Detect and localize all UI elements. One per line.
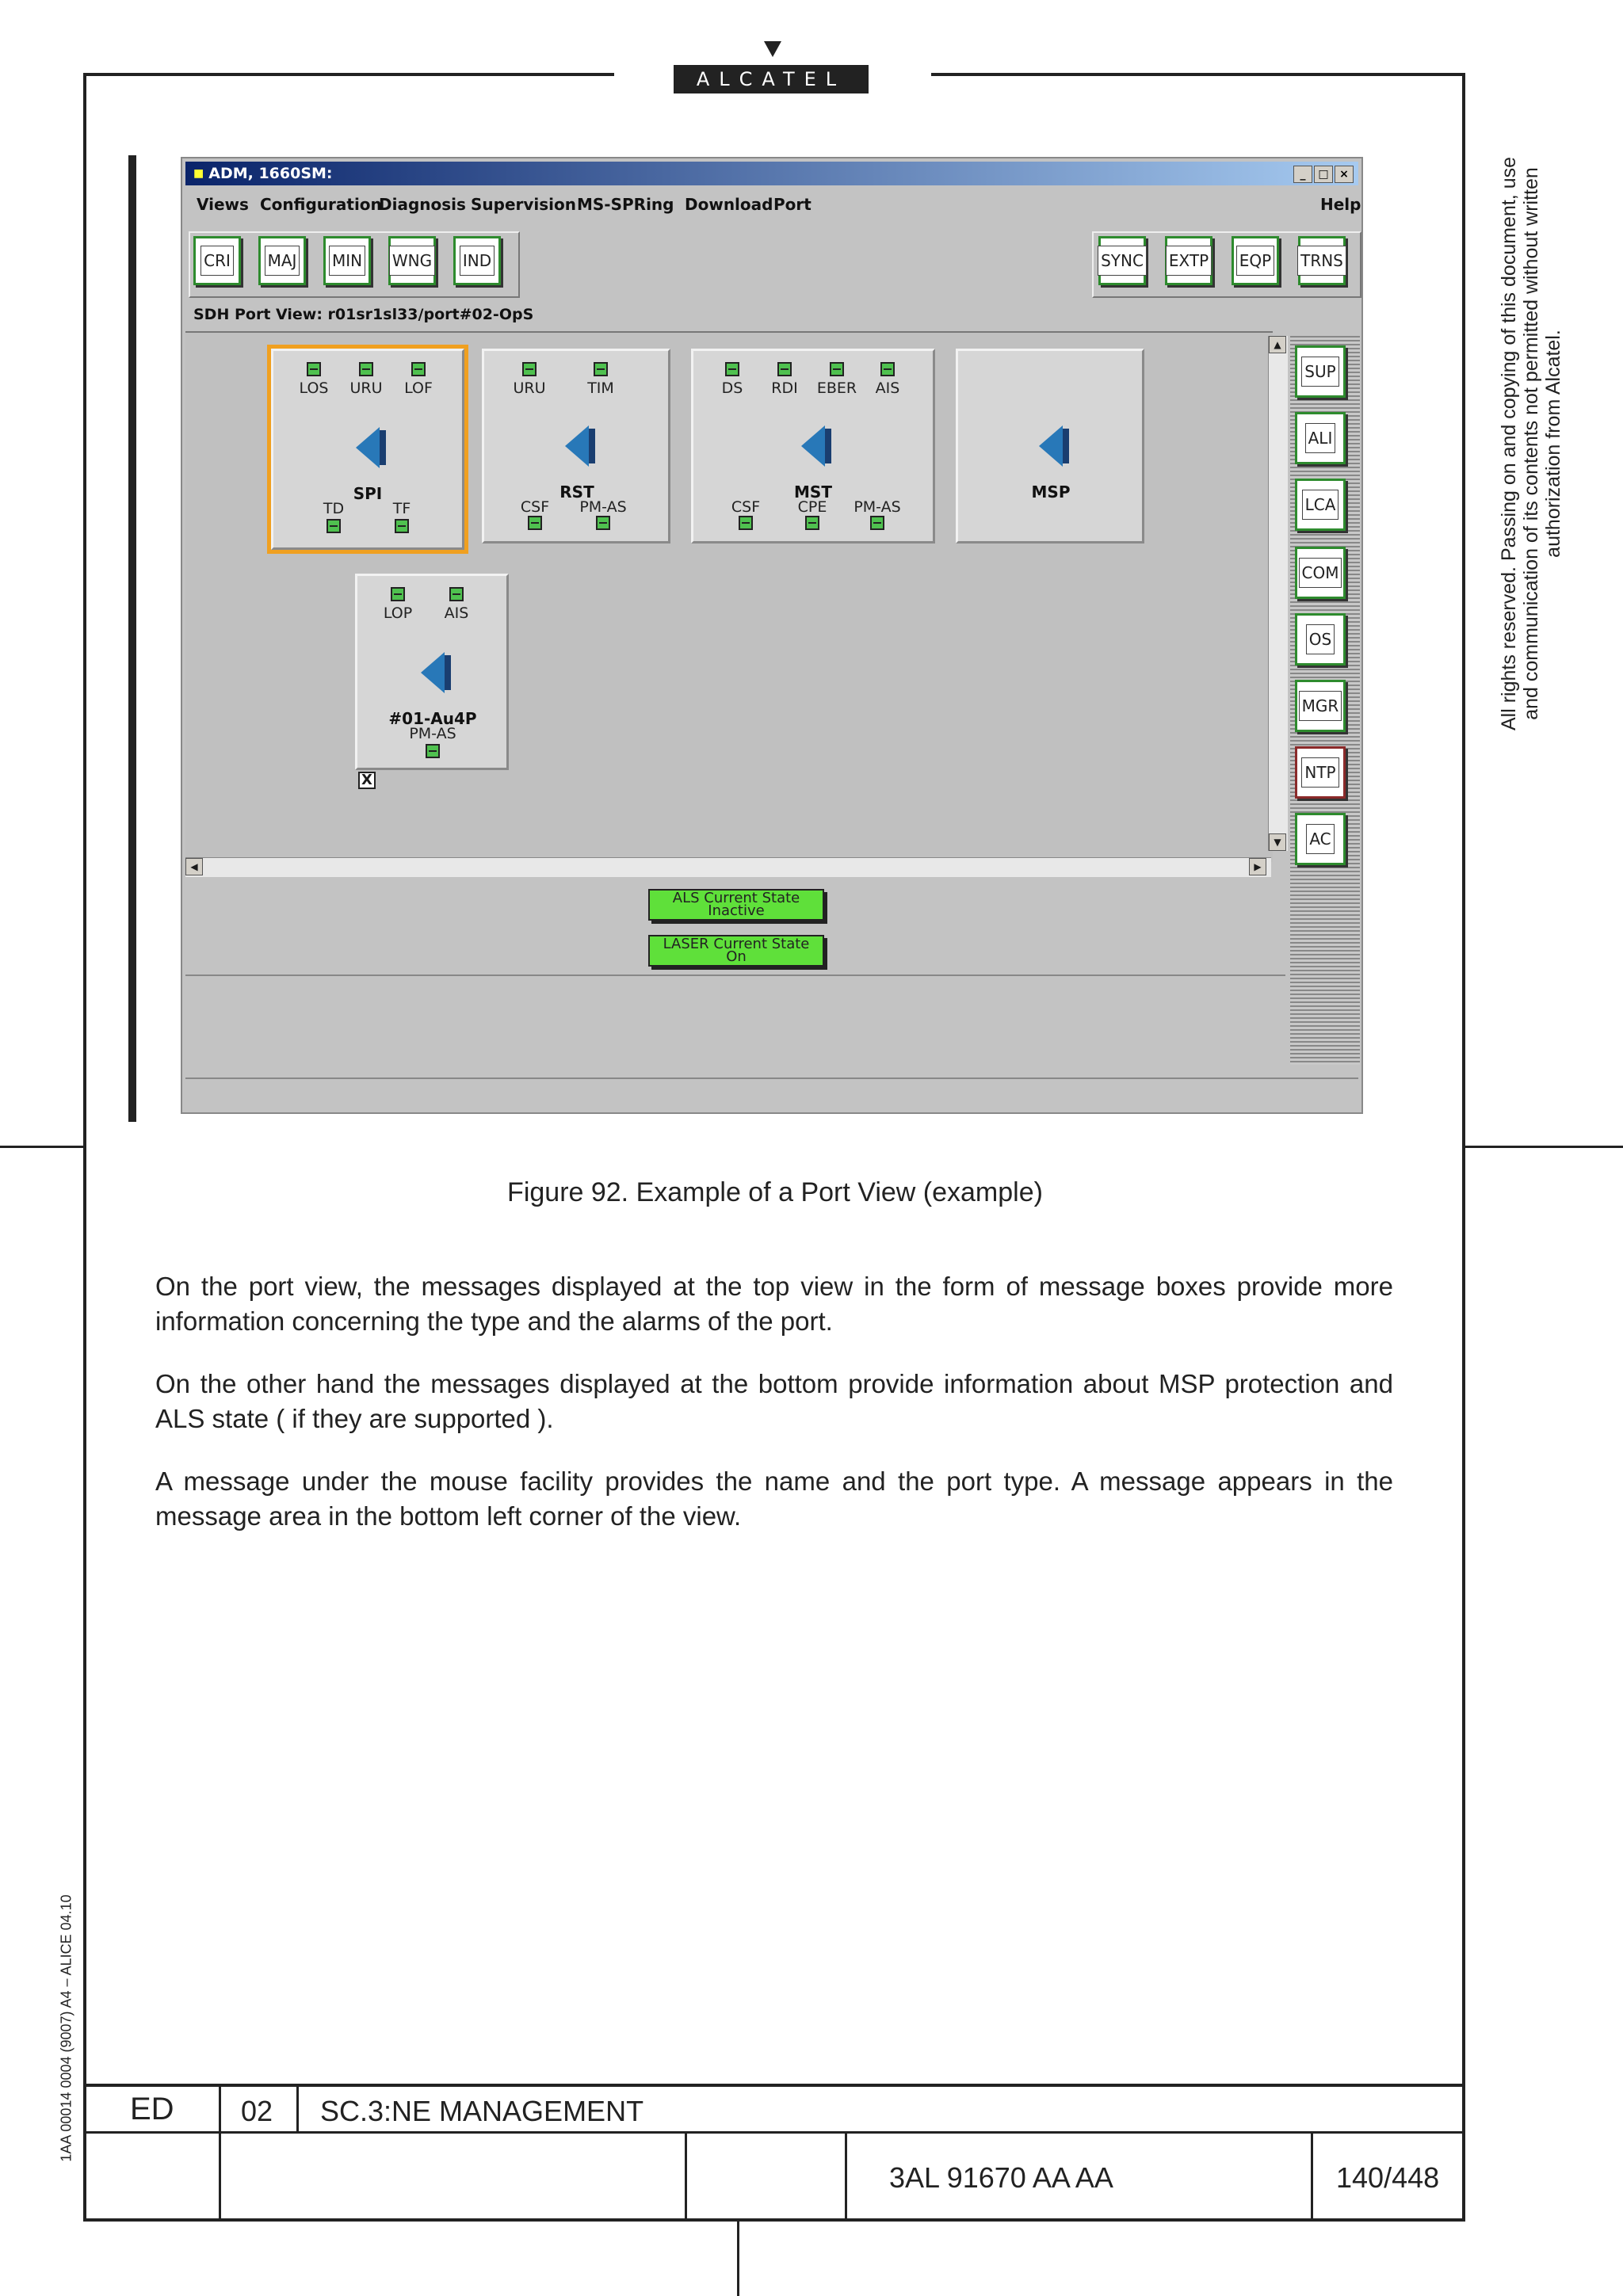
ntp-button[interactable]: NTP — [1295, 746, 1346, 799]
frame-left — [83, 73, 86, 2222]
menu-download[interactable]: Download — [685, 195, 773, 214]
pm-as-led — [596, 516, 610, 530]
cpe-led — [805, 516, 819, 530]
csf-led — [528, 516, 542, 530]
fold-mark-left — [0, 1146, 83, 1148]
mgr-button[interactable]: MGR — [1295, 680, 1346, 732]
frame-top-left — [83, 73, 614, 76]
trns-button[interactable]: TRNS — [1298, 236, 1346, 285]
eber-label: EBER — [816, 379, 857, 397]
menu-help[interactable]: Help — [1320, 195, 1361, 214]
window-title: ADM, 1660SM: — [208, 165, 333, 182]
os-button[interactable]: OS — [1295, 613, 1346, 666]
pm-as-led — [426, 744, 440, 758]
scroll-down-icon[interactable]: ▼ — [1269, 833, 1286, 851]
tim-led — [594, 362, 608, 376]
horizontal-scrollbar[interactable] — [185, 857, 1271, 877]
csf-label: CSF — [731, 498, 761, 516]
footer-col-3 — [685, 2131, 687, 2220]
ds-led — [725, 362, 739, 376]
footer-col-1 — [219, 2084, 221, 2220]
bottom-tick — [737, 2222, 739, 2296]
mst-name: MST — [794, 482, 832, 502]
menu-supervision[interactable]: Supervision — [471, 195, 577, 214]
close-button[interactable]: × — [1335, 166, 1354, 183]
rdi-label: RDI — [771, 379, 798, 397]
au4p-box[interactable] — [355, 574, 509, 770]
scroll-left-icon[interactable]: ◀ — [185, 858, 203, 875]
port-direction-icon — [801, 425, 825, 467]
vertical-scrollbar[interactable] — [1268, 336, 1288, 851]
paragraph-3: A message under the mouse facility provides the name and the port type. A message appears in the message area in the bottom left corner of the view. — [155, 1466, 1393, 1531]
td-led — [327, 519, 341, 533]
rst-name: RST — [559, 482, 594, 502]
document-number: 3AL 91670 AA AA — [889, 2161, 1113, 2194]
ais-led — [449, 587, 464, 601]
eqp-button[interactable]: EQP — [1232, 236, 1279, 285]
port-direction-icon — [421, 652, 445, 693]
menu-views[interactable]: Views — [197, 195, 249, 214]
figure-caption: Figure 92. Example of a Port View (example) — [507, 1177, 1043, 1207]
title-bar[interactable] — [185, 162, 1358, 185]
lof-led — [411, 362, 426, 376]
mst-box[interactable] — [691, 349, 935, 543]
minimize-button[interactable]: _ — [1293, 166, 1312, 183]
section-title: SC.3:NE MANAGEMENT — [320, 2095, 644, 2127]
pm-as-label: PM-AS — [409, 725, 456, 742]
edition-value: 02 — [241, 2095, 273, 2127]
ind-button[interactable]: IND — [453, 236, 501, 285]
footer-col-2 — [296, 2084, 299, 2133]
message-area-divider — [185, 974, 1285, 976]
expand-toggle[interactable]: X — [358, 772, 376, 789]
port-direction-icon — [565, 425, 589, 467]
port-direction-icon — [1039, 425, 1063, 467]
ais-led — [880, 362, 895, 376]
scroll-up-icon[interactable]: ▲ — [1269, 336, 1286, 353]
au4p-name: #01-Au4P — [388, 709, 477, 728]
paragraph-1: On the port view, the messages displayed at the top view in the form of message boxes provide more information concerning the type and the alarms of the port. — [155, 1272, 1393, 1336]
sync-button[interactable]: SYNC — [1098, 236, 1146, 285]
tf-led — [395, 519, 409, 533]
edition-label: ED — [130, 2092, 174, 2126]
ais-label: AIS — [444, 605, 469, 622]
com-button[interactable]: COM — [1295, 547, 1346, 599]
pm-as-led — [870, 516, 884, 530]
menu-configuration[interactable]: Configuration — [260, 195, 382, 214]
cri-button[interactable]: CRI — [193, 236, 241, 285]
los-label: LOS — [299, 379, 329, 397]
menu-bar — [185, 190, 1361, 219]
port-path-label: SDH Port View: r01sr1sl33/port#02-OpS — [193, 306, 534, 323]
msp-box[interactable] — [956, 349, 1144, 543]
uru-label: URU — [513, 379, 546, 397]
fold-mark-right — [1465, 1146, 1623, 1148]
menu-diagnosis[interactable]: Diagnosis — [379, 195, 466, 214]
document-code: 1AA 00014 0004 (9007) A4 – ALICE 04.10 — [58, 1894, 74, 2162]
laser-state-button[interactable]: LASER Current State On — [648, 935, 824, 967]
alcatel-logo: ALCATEL — [674, 65, 869, 93]
port-view-window — [181, 157, 1363, 1114]
footer-col-5 — [1311, 2131, 1313, 2220]
uru-led — [522, 362, 537, 376]
eber-led — [830, 362, 844, 376]
csf-led — [739, 516, 753, 530]
uru-led — [359, 362, 373, 376]
lop-label: LOP — [383, 605, 413, 622]
pm-as-label: PM-AS — [854, 498, 901, 516]
lca-button[interactable]: LCA — [1295, 479, 1346, 531]
cpe-label: CPE — [797, 498, 827, 516]
app-icon: ■ — [193, 167, 204, 180]
frame-top-right — [931, 73, 1465, 76]
footer-col-4 — [845, 2131, 847, 2220]
rdi-led — [777, 362, 792, 376]
uru-label: URU — [349, 379, 383, 397]
rst-box[interactable] — [482, 349, 670, 543]
min-button[interactable]: MIN — [323, 236, 371, 285]
tim-label: TIM — [587, 379, 614, 397]
scroll-right-icon[interactable]: ▶ — [1249, 858, 1266, 875]
los-led — [307, 362, 321, 376]
wng-button[interactable]: WNG — [388, 236, 436, 285]
tf-label: TF — [392, 500, 411, 517]
logo-triangle-icon — [764, 41, 781, 57]
ais-label: AIS — [875, 379, 900, 397]
td-label: TD — [323, 500, 345, 517]
msp-name: MSP — [1031, 482, 1071, 502]
page-number: 140/448 — [1336, 2161, 1440, 2194]
port-direction-icon — [356, 427, 380, 468]
paragraph-2: On the other hand the messages displayed at the bottom provide information about MSP protection and ALS state ( if they are supported ). — [155, 1369, 1393, 1433]
footer-mid-line — [83, 2131, 1465, 2134]
pm-as-label: PM-AS — [579, 498, 627, 516]
menu-port[interactable]: Port — [773, 195, 812, 214]
footer-top-line — [83, 2084, 1465, 2087]
ds-label: DS — [721, 379, 743, 397]
ac-button[interactable]: AC — [1295, 813, 1346, 865]
als-state-button[interactable]: ALS Current State Inactive — [648, 889, 824, 921]
menu-ms-spring[interactable]: MS-SPRing — [577, 195, 674, 214]
frame-bottom — [83, 2218, 1465, 2222]
figure-bar — [128, 155, 136, 1122]
spi-name: SPI — [353, 484, 383, 503]
maj-button[interactable]: MAJ — [258, 236, 306, 285]
extp-button[interactable]: EXTP — [1165, 236, 1212, 285]
maximize-button[interactable]: □ — [1314, 166, 1333, 183]
message-area — [185, 1077, 1358, 1108]
sup-button[interactable]: SUP — [1295, 345, 1346, 398]
spi-box[interactable] — [271, 349, 464, 550]
lof-label: LOF — [404, 379, 433, 397]
copyright-note: All rights reserved. Passing on and copying of this document, use and communication of its contents not permitted without written authorization from Alcatel. — [1498, 157, 1564, 731]
csf-label: CSF — [520, 498, 550, 516]
lop-led — [391, 587, 405, 601]
ali-button[interactable]: ALI — [1295, 412, 1346, 464]
